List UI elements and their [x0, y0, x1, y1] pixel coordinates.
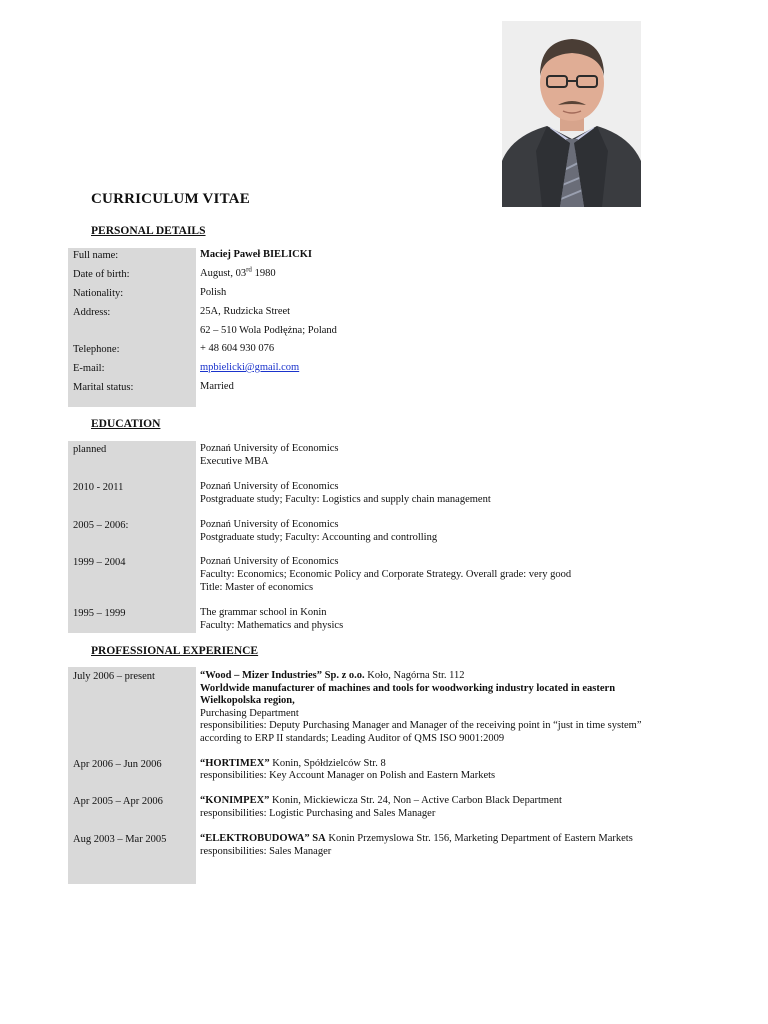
education-period: 2010 - 2011 — [73, 482, 124, 493]
dob-prefix: August, 03 — [200, 268, 247, 279]
profile-photo — [502, 21, 641, 207]
education-line: The grammar school in Konin — [200, 607, 327, 618]
marital-label: Marital status: — [73, 382, 134, 393]
education-period: 1995 – 1999 — [73, 608, 126, 619]
experience-company-line — [200, 795, 562, 808]
email-label: E-mail: — [73, 363, 105, 374]
company-name: “Wood – Mizer Industries” Sp. z o.o. — [200, 670, 365, 681]
telephone-value: + 48 604 930 076 — [200, 343, 275, 354]
education-period: 1999 – 2004 — [73, 557, 126, 568]
experience-company-line — [200, 670, 465, 683]
education-period: 2005 – 2006: — [73, 520, 129, 531]
experience-label-column — [68, 667, 196, 884]
company-name: “ELEKTROBUDOWA” SA — [200, 833, 326, 844]
education-line: Faculty: Economics; Economic Policy and Corporate Strategy. Overall grade: very good — [200, 569, 572, 580]
company-description: Worldwide manufacturer of machines and tools for woodworking industry located in eastern — [200, 683, 616, 694]
company-address: Konin, Spółdzielców Str. 8 — [269, 758, 386, 769]
dob-suffix-sup: rd — [246, 265, 252, 274]
company-name: “KONIMPEX” — [200, 795, 270, 806]
dob-year: 1980 — [251, 268, 276, 279]
experience-period: Apr 2005 – Apr 2006 — [73, 796, 163, 807]
education-heading: EDUCATION — [91, 418, 161, 430]
address-line-2: 62 – 510 Wola Podłężna; Poland — [200, 325, 337, 336]
education-period: planned — [73, 444, 107, 455]
full-name-label: Full name: — [73, 250, 119, 261]
email-link[interactable]: mpbielicki@gmail.com — [200, 362, 300, 373]
education-label-column — [68, 441, 196, 633]
dob-value — [200, 265, 276, 281]
education-line: Postgraduate study; Faculty: Logistics and supply chain management — [200, 494, 491, 505]
experience-company-line — [200, 833, 633, 846]
experience-period: Aug 2003 – Mar 2005 — [73, 834, 167, 845]
education-line: Title: Master of economics — [200, 582, 314, 593]
experience-period: July 2006 – present — [73, 671, 155, 682]
education-line: Poznań University of Economics — [200, 443, 339, 454]
company-description: Wielkopolska region, — [200, 695, 295, 706]
responsibilities: according to ERP II standards; Leading Auditor of QMS ISO 9001:2009 — [200, 733, 505, 744]
experience-heading: PROFESSIONAL EXPERIENCE — [91, 645, 259, 657]
dob-label: Date of birth: — [73, 269, 130, 280]
full-name-value: Maciej Paweł BIELICKI — [200, 249, 312, 260]
education-line: Poznań University of Economics — [200, 556, 339, 567]
responsibilities: responsibilities: Key Account Manager on Polish and Eastern Markets — [200, 770, 496, 781]
telephone-label: Telephone: — [73, 344, 120, 355]
nationality-value: Polish — [200, 287, 227, 298]
experience-period: Apr 2006 – Jun 2006 — [73, 759, 162, 770]
company-name: “HORTIMEX” — [200, 758, 270, 769]
education-line: Postgraduate study; Faculty: Accounting and controlling — [200, 532, 438, 543]
education-line: Executive MBA — [200, 456, 269, 467]
education-line: Poznań University of Economics — [200, 481, 339, 492]
address-label: Address: — [73, 307, 111, 318]
responsibilities: responsibilities: Deputy Purchasing Manager and Manager of the receiving point in “just in time system” — [200, 720, 642, 731]
experience-company-line — [200, 758, 386, 771]
responsibilities: responsibilities: Logistic Purchasing and Sales Manager — [200, 808, 436, 819]
page-title: CURRICULUM VITAE — [91, 191, 250, 207]
education-line: Poznań University of Economics — [200, 519, 339, 530]
company-address: Koło, Nagórna Str. 112 — [364, 670, 465, 681]
nationality-label: Nationality: — [73, 288, 124, 299]
marital-value: Married — [200, 381, 234, 392]
education-line: Faculty: Mathematics and physics — [200, 620, 344, 631]
personal-details-heading: PERSONAL DETAILS — [91, 225, 206, 237]
responsibilities: responsibilities: Sales Manager — [200, 846, 332, 857]
department: Purchasing Department — [200, 708, 299, 719]
portrait-image — [502, 21, 641, 207]
address-line-1: 25A, Rudzicka Street — [200, 306, 291, 317]
company-address: Konin, Mickiewicza Str. 24, Non – Active Carbon Black Department — [269, 795, 562, 806]
company-address: Konin Przemyslowa Str. 156, Marketing Department of Eastern Markets — [325, 833, 633, 844]
